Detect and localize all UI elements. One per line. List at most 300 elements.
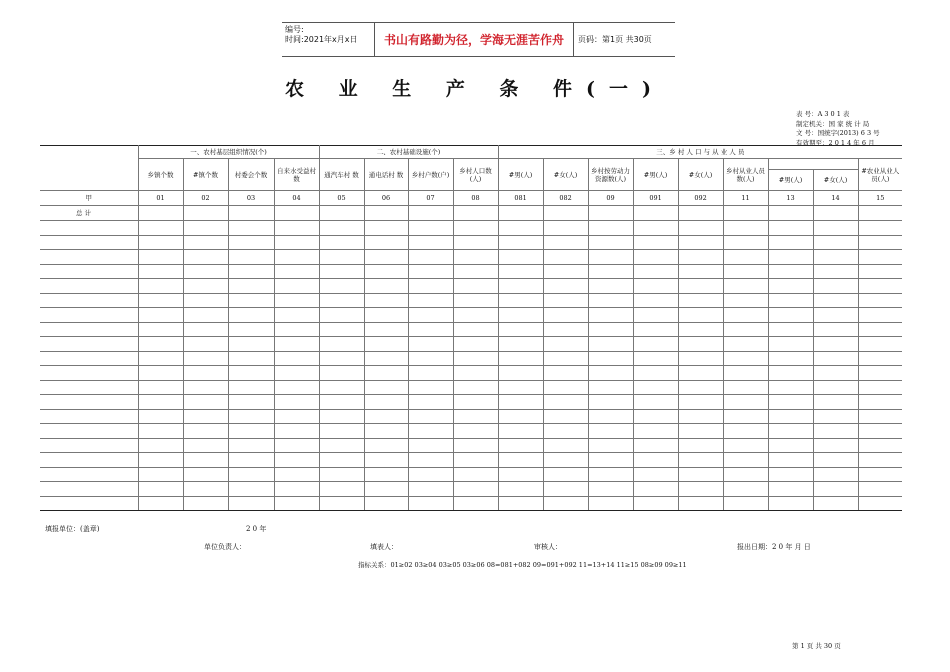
- table-cell[interactable]: [408, 453, 453, 468]
- table-cell[interactable]: [274, 221, 319, 236]
- table-cell[interactable]: [723, 322, 768, 337]
- table-cell[interactable]: [768, 409, 813, 424]
- table-cell[interactable]: [498, 322, 543, 337]
- table-cell[interactable]: [453, 424, 498, 439]
- table-cell[interactable]: [588, 322, 633, 337]
- table-cell[interactable]: [498, 351, 543, 366]
- table-cell[interactable]: [498, 250, 543, 265]
- table-cell[interactable]: [678, 351, 723, 366]
- table-cell[interactable]: [498, 264, 543, 279]
- table-cell[interactable]: [813, 380, 858, 395]
- table-cell[interactable]: [228, 308, 274, 323]
- table-cell[interactable]: [768, 206, 813, 221]
- table-cell[interactable]: [768, 351, 813, 366]
- table-cell[interactable]: [274, 264, 319, 279]
- table-cell[interactable]: [678, 206, 723, 221]
- table-cell[interactable]: [678, 380, 723, 395]
- table-cell[interactable]: [678, 308, 723, 323]
- table-cell[interactable]: [408, 409, 453, 424]
- table-cell[interactable]: [858, 351, 902, 366]
- table-cell[interactable]: [498, 467, 543, 482]
- table-cell[interactable]: [364, 264, 408, 279]
- table-cell[interactable]: [453, 380, 498, 395]
- table-cell[interactable]: [364, 496, 408, 511]
- table-cell[interactable]: [633, 279, 678, 294]
- table-cell[interactable]: [723, 453, 768, 468]
- table-cell[interactable]: [183, 438, 228, 453]
- table-cell[interactable]: [138, 293, 183, 308]
- table-cell[interactable]: [138, 264, 183, 279]
- table-cell[interactable]: [723, 395, 768, 410]
- table-cell[interactable]: [453, 308, 498, 323]
- table-cell[interactable]: [183, 322, 228, 337]
- table-cell[interactable]: [364, 337, 408, 352]
- table-cell[interactable]: [588, 424, 633, 439]
- table-cell[interactable]: [858, 453, 902, 468]
- table-cell[interactable]: [633, 438, 678, 453]
- table-cell[interactable]: [364, 453, 408, 468]
- table-cell[interactable]: [138, 250, 183, 265]
- table-cell[interactable]: [543, 308, 588, 323]
- table-cell[interactable]: [183, 351, 228, 366]
- table-cell[interactable]: [228, 250, 274, 265]
- table-cell[interactable]: [319, 221, 364, 236]
- table-cell[interactable]: [408, 467, 453, 482]
- table-cell[interactable]: [183, 409, 228, 424]
- table-cell[interactable]: [858, 482, 902, 497]
- table-cell[interactable]: [183, 221, 228, 236]
- table-cell[interactable]: [498, 279, 543, 294]
- table-cell[interactable]: [678, 424, 723, 439]
- table-cell[interactable]: [408, 322, 453, 337]
- table-cell[interactable]: [183, 467, 228, 482]
- table-cell[interactable]: [813, 235, 858, 250]
- table-cell[interactable]: [588, 293, 633, 308]
- table-cell[interactable]: [723, 250, 768, 265]
- table-cell[interactable]: [768, 264, 813, 279]
- table-cell[interactable]: [453, 322, 498, 337]
- table-cell[interactable]: [183, 482, 228, 497]
- table-cell[interactable]: [274, 467, 319, 482]
- table-cell[interactable]: [408, 308, 453, 323]
- table-cell[interactable]: [364, 221, 408, 236]
- table-cell[interactable]: [319, 395, 364, 410]
- table-cell[interactable]: [453, 395, 498, 410]
- table-cell[interactable]: [813, 351, 858, 366]
- table-cell[interactable]: [453, 453, 498, 468]
- table-cell[interactable]: [588, 453, 633, 468]
- table-cell[interactable]: [319, 337, 364, 352]
- table-cell[interactable]: [813, 409, 858, 424]
- table-cell[interactable]: [588, 337, 633, 352]
- table-cell[interactable]: [543, 438, 588, 453]
- table-cell[interactable]: [543, 206, 588, 221]
- table-cell[interactable]: [543, 322, 588, 337]
- table-cell[interactable]: [364, 467, 408, 482]
- table-cell[interactable]: [408, 337, 453, 352]
- table-cell[interactable]: [274, 409, 319, 424]
- table-cell[interactable]: [319, 279, 364, 294]
- table-cell[interactable]: [183, 380, 228, 395]
- table-cell[interactable]: [588, 409, 633, 424]
- table-cell[interactable]: [768, 395, 813, 410]
- table-cell[interactable]: [453, 351, 498, 366]
- table-cell[interactable]: [678, 322, 723, 337]
- table-cell[interactable]: [723, 293, 768, 308]
- table-cell[interactable]: [543, 496, 588, 511]
- table-cell[interactable]: [768, 308, 813, 323]
- table-cell[interactable]: [183, 264, 228, 279]
- table-cell[interactable]: [768, 380, 813, 395]
- table-cell[interactable]: [453, 409, 498, 424]
- table-cell[interactable]: [588, 250, 633, 265]
- table-cell[interactable]: [138, 496, 183, 511]
- table-cell[interactable]: [768, 235, 813, 250]
- table-cell[interactable]: [768, 366, 813, 381]
- table-cell[interactable]: [633, 467, 678, 482]
- table-cell[interactable]: [319, 380, 364, 395]
- table-cell[interactable]: [274, 438, 319, 453]
- table-cell[interactable]: [274, 496, 319, 511]
- table-cell[interactable]: [723, 221, 768, 236]
- table-cell[interactable]: [858, 308, 902, 323]
- table-cell[interactable]: [408, 482, 453, 497]
- table-cell[interactable]: [723, 366, 768, 381]
- table-cell[interactable]: [138, 395, 183, 410]
- table-cell[interactable]: [813, 453, 858, 468]
- table-cell[interactable]: [858, 250, 902, 265]
- table-cell[interactable]: [588, 206, 633, 221]
- table-cell[interactable]: [408, 221, 453, 236]
- table-cell[interactable]: [543, 366, 588, 381]
- table-cell[interactable]: [678, 337, 723, 352]
- table-cell[interactable]: [183, 453, 228, 468]
- table-cell[interactable]: [498, 395, 543, 410]
- table-cell[interactable]: [588, 366, 633, 381]
- table-cell[interactable]: [228, 453, 274, 468]
- table-cell[interactable]: [408, 395, 453, 410]
- table-cell[interactable]: [588, 308, 633, 323]
- table-cell[interactable]: [274, 322, 319, 337]
- table-cell[interactable]: [319, 322, 364, 337]
- table-cell[interactable]: [453, 496, 498, 511]
- table-cell[interactable]: [319, 438, 364, 453]
- table-cell[interactable]: [768, 279, 813, 294]
- table-cell[interactable]: [633, 337, 678, 352]
- table-cell[interactable]: [813, 264, 858, 279]
- table-cell[interactable]: [274, 351, 319, 366]
- table-cell[interactable]: [813, 395, 858, 410]
- table-cell[interactable]: [678, 482, 723, 497]
- table-cell[interactable]: [858, 279, 902, 294]
- table-cell[interactable]: [768, 453, 813, 468]
- table-cell[interactable]: [543, 337, 588, 352]
- table-cell[interactable]: [364, 424, 408, 439]
- table-cell[interactable]: [723, 467, 768, 482]
- table-cell[interactable]: [588, 482, 633, 497]
- table-cell[interactable]: [274, 250, 319, 265]
- table-cell[interactable]: [858, 496, 902, 511]
- table-cell[interactable]: [588, 264, 633, 279]
- table-cell[interactable]: [319, 264, 364, 279]
- table-cell[interactable]: [543, 279, 588, 294]
- table-cell[interactable]: [183, 293, 228, 308]
- table-cell[interactable]: [768, 250, 813, 265]
- table-cell[interactable]: [768, 482, 813, 497]
- table-cell[interactable]: [228, 395, 274, 410]
- table-cell[interactable]: [858, 366, 902, 381]
- table-cell[interactable]: [633, 496, 678, 511]
- table-cell[interactable]: [228, 380, 274, 395]
- table-cell[interactable]: [543, 409, 588, 424]
- table-cell[interactable]: [543, 453, 588, 468]
- table-cell[interactable]: [813, 250, 858, 265]
- table-cell[interactable]: [588, 351, 633, 366]
- table-cell[interactable]: [274, 206, 319, 221]
- table-cell[interactable]: [453, 264, 498, 279]
- table-cell[interactable]: [408, 496, 453, 511]
- table-cell[interactable]: [768, 424, 813, 439]
- table-cell[interactable]: [138, 206, 183, 221]
- table-cell[interactable]: [678, 264, 723, 279]
- table-cell[interactable]: [543, 467, 588, 482]
- table-cell[interactable]: [633, 351, 678, 366]
- table-cell[interactable]: [498, 380, 543, 395]
- table-cell[interactable]: [319, 482, 364, 497]
- table-cell[interactable]: [183, 206, 228, 221]
- table-cell[interactable]: [274, 337, 319, 352]
- table-cell[interactable]: [543, 351, 588, 366]
- table-cell[interactable]: [183, 279, 228, 294]
- table-cell[interactable]: [364, 395, 408, 410]
- table-cell[interactable]: [319, 424, 364, 439]
- table-cell[interactable]: [183, 337, 228, 352]
- table-cell[interactable]: [543, 380, 588, 395]
- table-cell[interactable]: [633, 221, 678, 236]
- table-cell[interactable]: [813, 467, 858, 482]
- table-cell[interactable]: [858, 206, 902, 221]
- table-cell[interactable]: [858, 380, 902, 395]
- table-cell[interactable]: [453, 366, 498, 381]
- table-cell[interactable]: [228, 293, 274, 308]
- table-cell[interactable]: [319, 293, 364, 308]
- table-cell[interactable]: [543, 293, 588, 308]
- table-cell[interactable]: [678, 293, 723, 308]
- table-cell[interactable]: [723, 496, 768, 511]
- table-cell[interactable]: [183, 235, 228, 250]
- table-cell[interactable]: [228, 482, 274, 497]
- table-cell[interactable]: [768, 438, 813, 453]
- table-cell[interactable]: [813, 322, 858, 337]
- table-cell[interactable]: [498, 496, 543, 511]
- table-cell[interactable]: [138, 221, 183, 236]
- table-cell[interactable]: [183, 424, 228, 439]
- table-cell[interactable]: [408, 438, 453, 453]
- table-cell[interactable]: [364, 322, 408, 337]
- table-cell[interactable]: [274, 453, 319, 468]
- table-cell[interactable]: [588, 279, 633, 294]
- table-cell[interactable]: [543, 424, 588, 439]
- table-cell[interactable]: [588, 235, 633, 250]
- table-cell[interactable]: [633, 409, 678, 424]
- table-cell[interactable]: [453, 482, 498, 497]
- table-cell[interactable]: [408, 264, 453, 279]
- table-cell[interactable]: [813, 496, 858, 511]
- table-cell[interactable]: [633, 235, 678, 250]
- table-cell[interactable]: [364, 293, 408, 308]
- table-cell[interactable]: [498, 482, 543, 497]
- table-cell[interactable]: [138, 409, 183, 424]
- table-cell[interactable]: [364, 235, 408, 250]
- table-cell[interactable]: [858, 395, 902, 410]
- table-cell[interactable]: [498, 293, 543, 308]
- table-cell[interactable]: [408, 235, 453, 250]
- table-cell[interactable]: [768, 337, 813, 352]
- table-cell[interactable]: [138, 424, 183, 439]
- table-cell[interactable]: [633, 293, 678, 308]
- table-cell[interactable]: [364, 380, 408, 395]
- table-cell[interactable]: [138, 337, 183, 352]
- table-cell[interactable]: [408, 351, 453, 366]
- table-cell[interactable]: [183, 250, 228, 265]
- table-cell[interactable]: [364, 308, 408, 323]
- table-cell[interactable]: [543, 250, 588, 265]
- table-cell[interactable]: [274, 279, 319, 294]
- table-cell[interactable]: [498, 438, 543, 453]
- table-cell[interactable]: [813, 366, 858, 381]
- table-cell[interactable]: [723, 279, 768, 294]
- table-cell[interactable]: [319, 235, 364, 250]
- table-cell[interactable]: [813, 337, 858, 352]
- table-cell[interactable]: [364, 206, 408, 221]
- table-cell[interactable]: [723, 351, 768, 366]
- table-cell[interactable]: [453, 467, 498, 482]
- table-cell[interactable]: [183, 496, 228, 511]
- table-cell[interactable]: [274, 366, 319, 381]
- table-cell[interactable]: [408, 206, 453, 221]
- table-cell[interactable]: [588, 221, 633, 236]
- table-cell[interactable]: [633, 424, 678, 439]
- table-cell[interactable]: [453, 250, 498, 265]
- table-cell[interactable]: [228, 235, 274, 250]
- table-cell[interactable]: [274, 482, 319, 497]
- table-cell[interactable]: [228, 221, 274, 236]
- table-cell[interactable]: [633, 453, 678, 468]
- table-cell[interactable]: [678, 366, 723, 381]
- table-cell[interactable]: [364, 409, 408, 424]
- table-cell[interactable]: [543, 235, 588, 250]
- table-cell[interactable]: [138, 380, 183, 395]
- table-cell[interactable]: [138, 467, 183, 482]
- table-cell[interactable]: [498, 453, 543, 468]
- table-cell[interactable]: [274, 380, 319, 395]
- table-cell[interactable]: [723, 308, 768, 323]
- table-cell[interactable]: [498, 235, 543, 250]
- table-cell[interactable]: [274, 424, 319, 439]
- table-cell[interactable]: [228, 264, 274, 279]
- table-cell[interactable]: [408, 366, 453, 381]
- table-cell[interactable]: [408, 279, 453, 294]
- table-cell[interactable]: [319, 467, 364, 482]
- table-cell[interactable]: [633, 366, 678, 381]
- table-cell[interactable]: [678, 438, 723, 453]
- table-cell[interactable]: [498, 409, 543, 424]
- table-cell[interactable]: [858, 264, 902, 279]
- table-cell[interactable]: [274, 308, 319, 323]
- table-cell[interactable]: [364, 351, 408, 366]
- table-cell[interactable]: [723, 206, 768, 221]
- table-cell[interactable]: [183, 308, 228, 323]
- table-cell[interactable]: [768, 293, 813, 308]
- table-cell[interactable]: [723, 438, 768, 453]
- table-cell[interactable]: [543, 221, 588, 236]
- table-cell[interactable]: [633, 206, 678, 221]
- table-cell[interactable]: [588, 496, 633, 511]
- table-cell[interactable]: [633, 322, 678, 337]
- table-cell[interactable]: [678, 235, 723, 250]
- table-cell[interactable]: [228, 438, 274, 453]
- table-cell[interactable]: [633, 250, 678, 265]
- table-cell[interactable]: [138, 482, 183, 497]
- table-cell[interactable]: [228, 496, 274, 511]
- table-cell[interactable]: [498, 308, 543, 323]
- table-cell[interactable]: [678, 453, 723, 468]
- table-cell[interactable]: [138, 366, 183, 381]
- table-cell[interactable]: [498, 337, 543, 352]
- table-cell[interactable]: [723, 409, 768, 424]
- table-cell[interactable]: [274, 293, 319, 308]
- table-cell[interactable]: [138, 308, 183, 323]
- table-cell[interactable]: [228, 206, 274, 221]
- table-cell[interactable]: [274, 235, 319, 250]
- table-cell[interactable]: [633, 380, 678, 395]
- table-cell[interactable]: [228, 351, 274, 366]
- table-cell[interactable]: [319, 250, 364, 265]
- table-cell[interactable]: [364, 438, 408, 453]
- table-cell[interactable]: [319, 366, 364, 381]
- table-cell[interactable]: [364, 482, 408, 497]
- table-cell[interactable]: [813, 206, 858, 221]
- table-cell[interactable]: [453, 221, 498, 236]
- table-cell[interactable]: [183, 366, 228, 381]
- table-cell[interactable]: [678, 279, 723, 294]
- table-cell[interactable]: [588, 380, 633, 395]
- table-cell[interactable]: [678, 221, 723, 236]
- table-cell[interactable]: [138, 322, 183, 337]
- table-cell[interactable]: [678, 409, 723, 424]
- table-cell[interactable]: [633, 264, 678, 279]
- table-cell[interactable]: [319, 453, 364, 468]
- table-cell[interactable]: [228, 366, 274, 381]
- table-cell[interactable]: [813, 308, 858, 323]
- table-cell[interactable]: [543, 482, 588, 497]
- table-cell[interactable]: [723, 380, 768, 395]
- table-cell[interactable]: [633, 308, 678, 323]
- table-cell[interactable]: [498, 366, 543, 381]
- table-cell[interactable]: [723, 482, 768, 497]
- table-cell[interactable]: [364, 366, 408, 381]
- table-cell[interactable]: [768, 467, 813, 482]
- table-cell[interactable]: [588, 395, 633, 410]
- table-cell[interactable]: [453, 438, 498, 453]
- table-cell[interactable]: [858, 424, 902, 439]
- table-cell[interactable]: [678, 496, 723, 511]
- table-cell[interactable]: [588, 467, 633, 482]
- table-cell[interactable]: [408, 380, 453, 395]
- table-cell[interactable]: [319, 308, 364, 323]
- table-cell[interactable]: [858, 409, 902, 424]
- table-cell[interactable]: [858, 221, 902, 236]
